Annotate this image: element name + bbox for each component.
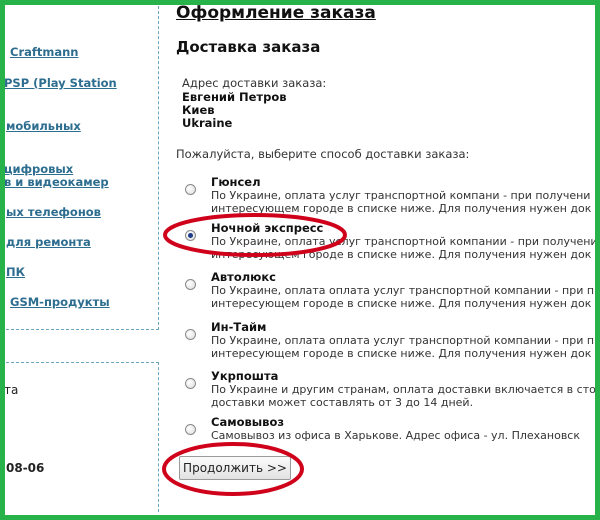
option-description — [211, 189, 591, 215]
option-name[interactable]: Самовывоз — [211, 415, 285, 429]
delivery-prompt: Пожалуйста, выберите способ доставки заказа: — [176, 147, 470, 161]
option-desc-line1: По Украине, оплата оплата услуг транспортной компании - при п — [211, 284, 595, 297]
option-desc-line2: интересующем городе в списке ниже. Для получения нужен док — [211, 202, 592, 215]
option-desc-line2: доставки может составлять от 3 до 14 дней. — [211, 396, 474, 409]
address-label: Адрес доставки заказа: — [182, 76, 327, 90]
option-name[interactable]: Ночной экспресс — [211, 221, 324, 235]
option-description — [211, 383, 596, 409]
delivery-option-pickup[interactable] — [176, 415, 600, 457]
delivery-option-ukrposhta[interactable] — [176, 369, 600, 411]
section-title: Доставка заказа — [176, 38, 321, 56]
option-desc-line1: По Украине, оплата оплата услуг транспортной компании - при п — [211, 334, 595, 347]
option-description — [211, 429, 580, 442]
sidebar-link-pc[interactable]: ПК — [6, 265, 26, 279]
address-name: Евгений Петров — [182, 90, 287, 104]
delivery-option-avtolux[interactable] — [176, 270, 600, 312]
sidebar-info-date: 08-06 — [6, 461, 45, 475]
sidebar-info-text: та — [4, 383, 19, 397]
sidebar-link-psp[interactable]: PSP (Play Station — [4, 76, 117, 90]
sidebar — [0, 0, 165, 520]
sidebar-link-craftmann[interactable]: Craftmann — [10, 45, 79, 59]
delivery-option-gunsel[interactable] — [176, 175, 600, 217]
sidebar-link-mobile[interactable]: мобильных — [6, 119, 81, 133]
radio-gunsel[interactable] — [185, 184, 196, 195]
option-desc-line2: интересующем городе в списке ниже. Для получения нужен док — [211, 297, 592, 310]
option-desc-line1: Самовывоз из офиса в Харькове. Адрес офиса - ул. Плехановск — [211, 429, 580, 442]
sidebar-link-gsm[interactable]: GSM-продукты — [10, 295, 110, 309]
option-desc-line1: По Украине и другим странам, оплата доставки включается в сто — [211, 383, 596, 396]
sidebar-link-video[interactable]: в и видеокамер — [4, 175, 109, 189]
sidebar-link-digital[interactable]: цифровых — [4, 162, 74, 176]
address-country: Ukraine — [182, 116, 233, 130]
option-desc-line1: По Украине, оплата услуг транспортной компании - при получени — [211, 235, 598, 248]
option-description — [211, 284, 594, 310]
main-content — [176, 0, 600, 520]
option-name[interactable]: Ин-Тайм — [211, 320, 267, 334]
option-name[interactable]: Гюнсел — [211, 175, 261, 189]
sidebar-link-repair[interactable]: для ремонта — [6, 235, 91, 249]
option-name[interactable]: Укрпошта — [211, 369, 279, 383]
delivery-option-night-express[interactable] — [176, 221, 600, 263]
delivery-option-in-time[interactable] — [176, 320, 600, 362]
page-title: Оформление заказа — [176, 3, 376, 23]
radio-in-time[interactable] — [185, 329, 196, 340]
radio-ukrposhta[interactable] — [185, 378, 196, 389]
sidebar-info-box — [0, 362, 159, 512]
continue-button[interactable]: Продолжить >> — [179, 456, 291, 480]
option-desc-line2: интересующем городе в списке ниже. Для получения нужен док — [211, 347, 592, 360]
sidebar-link-phones[interactable]: ых телефонов — [6, 205, 101, 219]
radio-night-express[interactable] — [185, 230, 196, 241]
option-description — [211, 334, 594, 360]
address-city: Киев — [182, 103, 215, 117]
radio-pickup[interactable] — [185, 424, 196, 435]
option-name[interactable]: Автолюкс — [211, 270, 276, 284]
option-description — [211, 235, 598, 261]
radio-avtolux[interactable] — [185, 279, 196, 290]
option-desc-line1: По Украине, оплата услуг транспортной компани - при получени — [211, 189, 591, 202]
option-desc-line2: интересующем городе в списке ниже. Для получения нужен док — [211, 248, 592, 261]
